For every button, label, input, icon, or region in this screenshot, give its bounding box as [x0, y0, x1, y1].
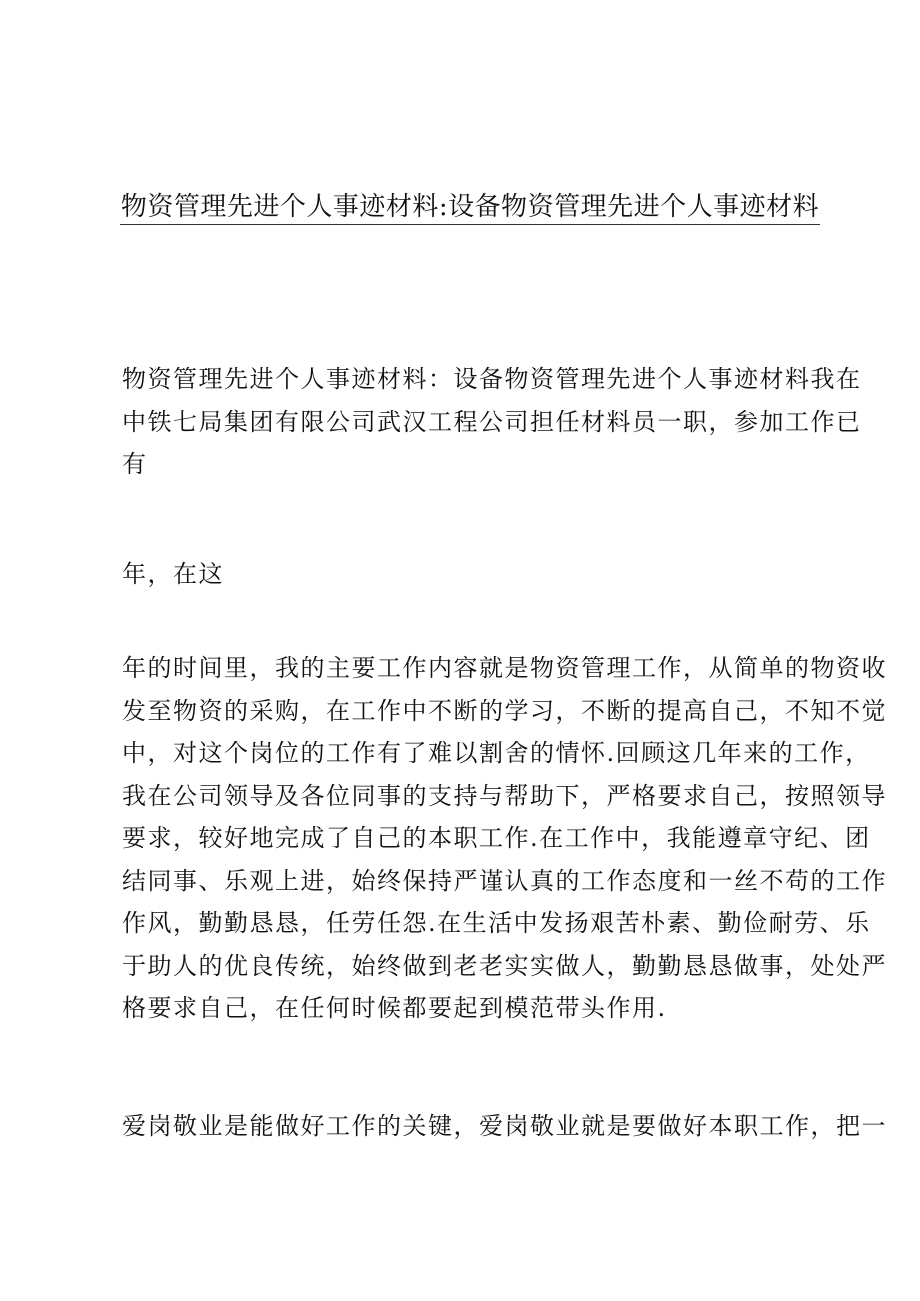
paragraph-years [122, 553, 822, 596]
paragraph-line: 结同事、乐观上进，始终保持严谨认真的工作态度和一丝不苟的工作 [122, 866, 887, 895]
paragraph-line: 中铁七局集团有限公司武汉工程公司担任材料员一职，参加工作已 [122, 407, 862, 436]
paragraph-line: 物资管理先进个人事迹材料：设备物资管理先进个人事迹材料我在 [122, 365, 862, 393]
paragraph-line: 我在公司领导及各位同事的支持与帮助下，严格要求自己，按照领导 [122, 781, 887, 810]
paragraph-line: 于助人的优良传统，始终做到老老实实做人，勤勤恳恳做事，处处严 [122, 951, 887, 980]
document-title: 物资管理先进个人事迹材料:设备物资管理先进个人事迹材料 [120, 192, 820, 222]
paragraph-line: 爱岗敬业是能做好工作的关键，爱岗敬业就是要做好本职工作，把一 [122, 1112, 887, 1140]
paragraph-line: 发至物资的采购，在工作中不断的学习，不断的提高自己，不知不觉 [122, 696, 887, 725]
paragraph-line: 要求，较好地完成了自己的本职工作.在工作中，我能遵章守纪、团 [122, 824, 871, 852]
paragraph-line: 格要求自己，在任何时候都要起到模范带头作用. [122, 994, 667, 1022]
paragraph-dedication [122, 1105, 887, 1148]
paragraph-line: 年，在这 [122, 560, 224, 588]
paragraph-line: 有 [122, 450, 148, 478]
paragraph-line: 中，对这个岗位的工作有了难以割舍的情怀.回顾这几年来的工作， [122, 739, 871, 767]
paragraph-body [122, 647, 887, 1030]
title-underline [120, 224, 820, 225]
paragraph-line: 作风，勤勤恳恳，任劳任怨.在生活中发扬艰苦朴素、勤俭耐劳、乐 [122, 909, 871, 937]
paragraph-intro [122, 358, 862, 486]
paragraph-line: 年的时间里，我的主要工作内容就是物资管理工作，从简单的物资收 [122, 654, 887, 682]
